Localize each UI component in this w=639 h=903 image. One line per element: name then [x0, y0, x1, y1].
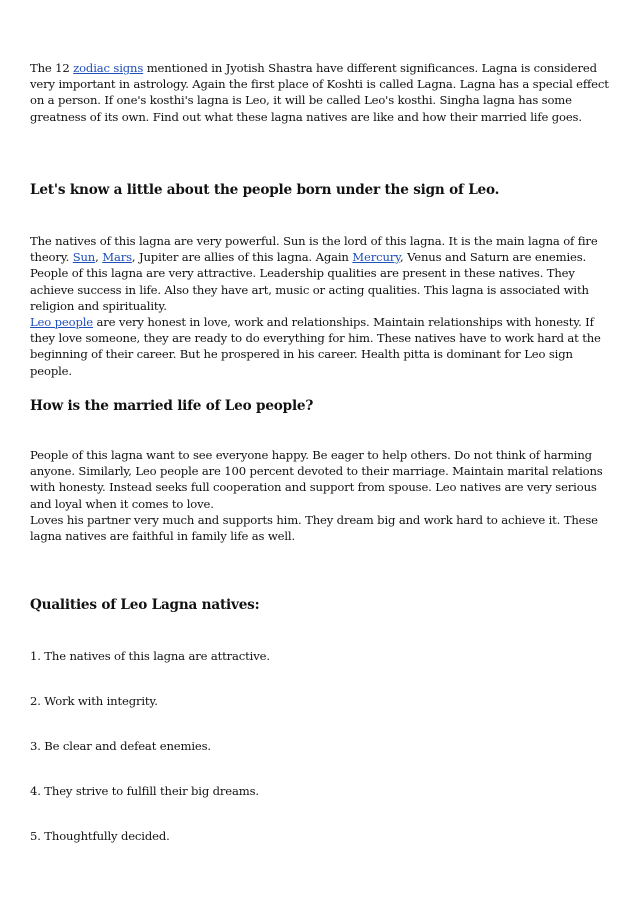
sun-link[interactable]: Sun	[72, 250, 96, 265]
list-item: 5. Thoughtfully decided.	[30, 829, 170, 843]
leo-people-paragraph: The natives of this lagna are very powerful. Sun is the lord of this lagna. It is the main lagna of fire theory. Sun, Mars, Jupiter are allies of this lagna. Again Mercury, Venus and Saturn are enemies. People of this lagna are very attractive. Leadership qualities are present in these natives. They achieve success in life. Also they have art, music or acting qualities. This lagna is associated with religion and spirituality. Leo people are very honest in love, work and relationships. Maintain relationships with honesty. If they love someone, they are ready to do everything for him. These natives have to work hard at the beginning of their career. But he prospered in his career. Health pitta is dominant for Leo sign people.	[30, 234, 601, 378]
section-married-life	[30, 397, 610, 415]
section-leo-people-body	[30, 233, 610, 379]
section-qualities	[30, 596, 610, 614]
list-item: 2. Work with integrity.	[30, 694, 158, 708]
list-item: 3. Be clear and defeat enemies.	[30, 739, 211, 753]
section-heading-leo-people: Let's know a little about the people born under the sign of Leo.	[30, 182, 500, 198]
qualities-item-4	[30, 783, 610, 799]
zodiac-signs-link[interactable]: zodiac signs	[73, 61, 144, 75]
qualities-item-3	[30, 738, 610, 754]
qualities-item-2	[30, 693, 610, 709]
section-leo-people	[30, 181, 610, 199]
mercury-link[interactable]: Mercury	[352, 250, 401, 265]
leo-people-link[interactable]: Leo people	[30, 315, 93, 330]
qualities-item-1	[30, 648, 610, 664]
qualities-item-5	[30, 828, 610, 844]
mars-link[interactable]: Mars	[102, 250, 132, 265]
section-heading-qualities: Qualities of Leo Lagna natives:	[30, 597, 260, 613]
intro-paragraph	[30, 60, 610, 125]
section-heading-married-life: How is the married life of Leo people?	[30, 398, 314, 414]
section-married-life-body	[30, 447, 610, 544]
intro-text: The 12 zodiac signs mentioned in Jyotish Shastra have different significances. Lagna is considered very important in astrology. Again the first place of Koshti is called Lagna. Lagna has a special effect on a person. If one's kosthi's lagna is Leo, it will be called Leo's kosthi. Singha lagna has some greatness of its own. Find out what these lagna natives are like and how their married life goes.	[30, 61, 609, 124]
married-life-paragraph: People of this lagna want to see everyone happy. Be eager to help others. Do not think of harming anyone. Similarly, Leo people are 100 percent devoted to their marriage. Maintain marital relations with honesty. Instead seeks full cooperation and support from spouse. Leo natives are very serious and loyal when it comes to love. Loves his partner very much and supports him. They dream big and work hard to achieve it. These lagna natives are faithful in family life as well.	[30, 448, 603, 544]
list-item: 4. They strive to fulfill their big dreams.	[30, 784, 259, 798]
list-item: 1. The natives of this lagna are attractive.	[30, 649, 270, 663]
